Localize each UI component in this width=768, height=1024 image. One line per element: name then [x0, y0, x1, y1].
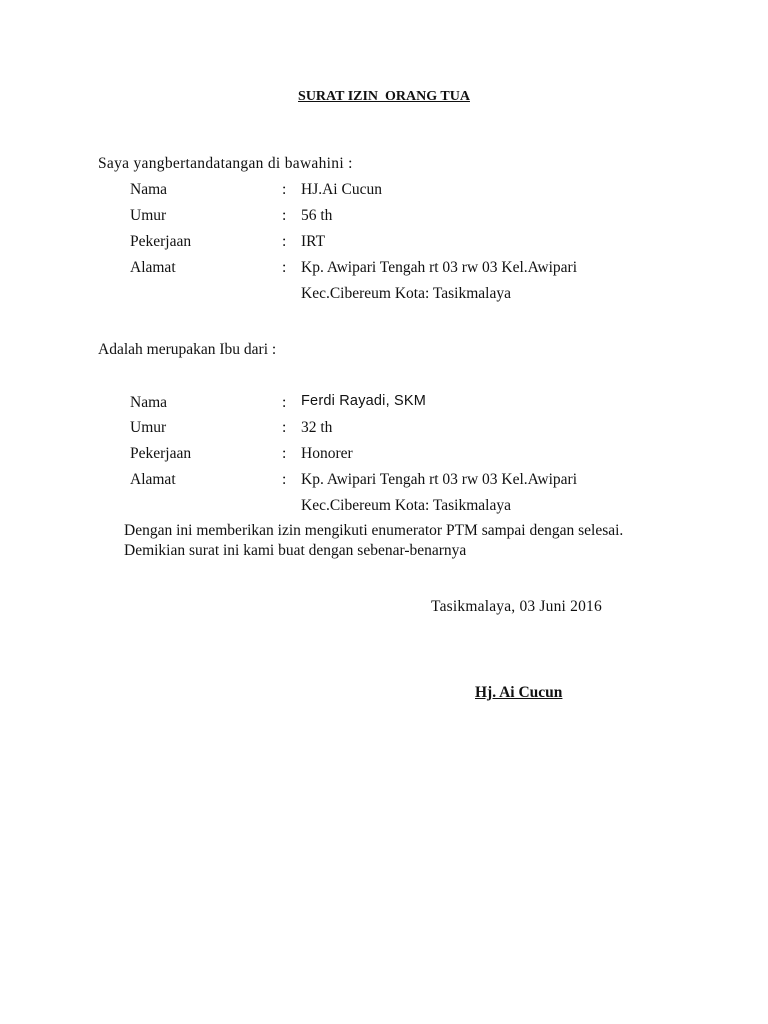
parent-name-label: Nama: [130, 181, 168, 198]
place-date: Tasikmalaya, 03 Juni 2016: [431, 598, 602, 615]
parent-name-value: HJ.Ai Cucun: [301, 181, 382, 198]
closing-declaration: Demikian surat ini kami buat dengan sebenar-benarnya: [124, 542, 467, 559]
field-separator: :: [282, 394, 287, 411]
field-separator: :: [282, 419, 287, 436]
parent-occupation-value: IRT: [301, 233, 326, 250]
field-separator: :: [282, 471, 287, 488]
signature-name: Hj. Ai Cucun: [475, 684, 563, 701]
parent-age-label: Umur: [130, 207, 167, 224]
field-separator: :: [282, 207, 287, 224]
field-separator: :: [282, 181, 287, 198]
parent-age-value: 56 th: [301, 207, 333, 224]
child-age-label: Umur: [130, 419, 167, 436]
child-name-value: Ferdi Rayadi, SKM: [301, 393, 427, 409]
parent-occupation-label: Pekerjaan: [130, 233, 192, 250]
child-name-label: Nama: [130, 394, 168, 411]
parent-address-value: Kp. Awipari Tengah rt 03 rw 03 Kel.Awipari: [301, 259, 578, 276]
child-address-label: Alamat: [130, 471, 176, 488]
field-separator: :: [282, 445, 287, 462]
child-occupation-value: Honorer: [301, 445, 353, 462]
field-separator: :: [282, 259, 287, 276]
closing-statement: Dengan ini memberikan izin mengikuti enumerator PTM sampai dengan selesai.: [124, 522, 624, 539]
intro-text: Saya yangbertandatangan di bawahini :: [98, 155, 353, 172]
parent-address-continuation: Kec.Cibereum Kota: Tasikmalaya: [301, 285, 511, 302]
relation-text: Adalah merupakan Ibu dari :: [98, 341, 277, 358]
parent-address-label: Alamat: [130, 259, 176, 276]
child-address-continuation: Kec.Cibereum Kota: Tasikmalaya: [301, 497, 511, 514]
field-separator: :: [282, 233, 287, 250]
child-age-value: 32 th: [301, 419, 333, 436]
child-address-value: Kp. Awipari Tengah rt 03 rw 03 Kel.Awipari: [301, 471, 578, 488]
child-occupation-label: Pekerjaan: [130, 445, 192, 462]
letter-title: SURAT IZIN ORANG TUA: [298, 89, 470, 104]
